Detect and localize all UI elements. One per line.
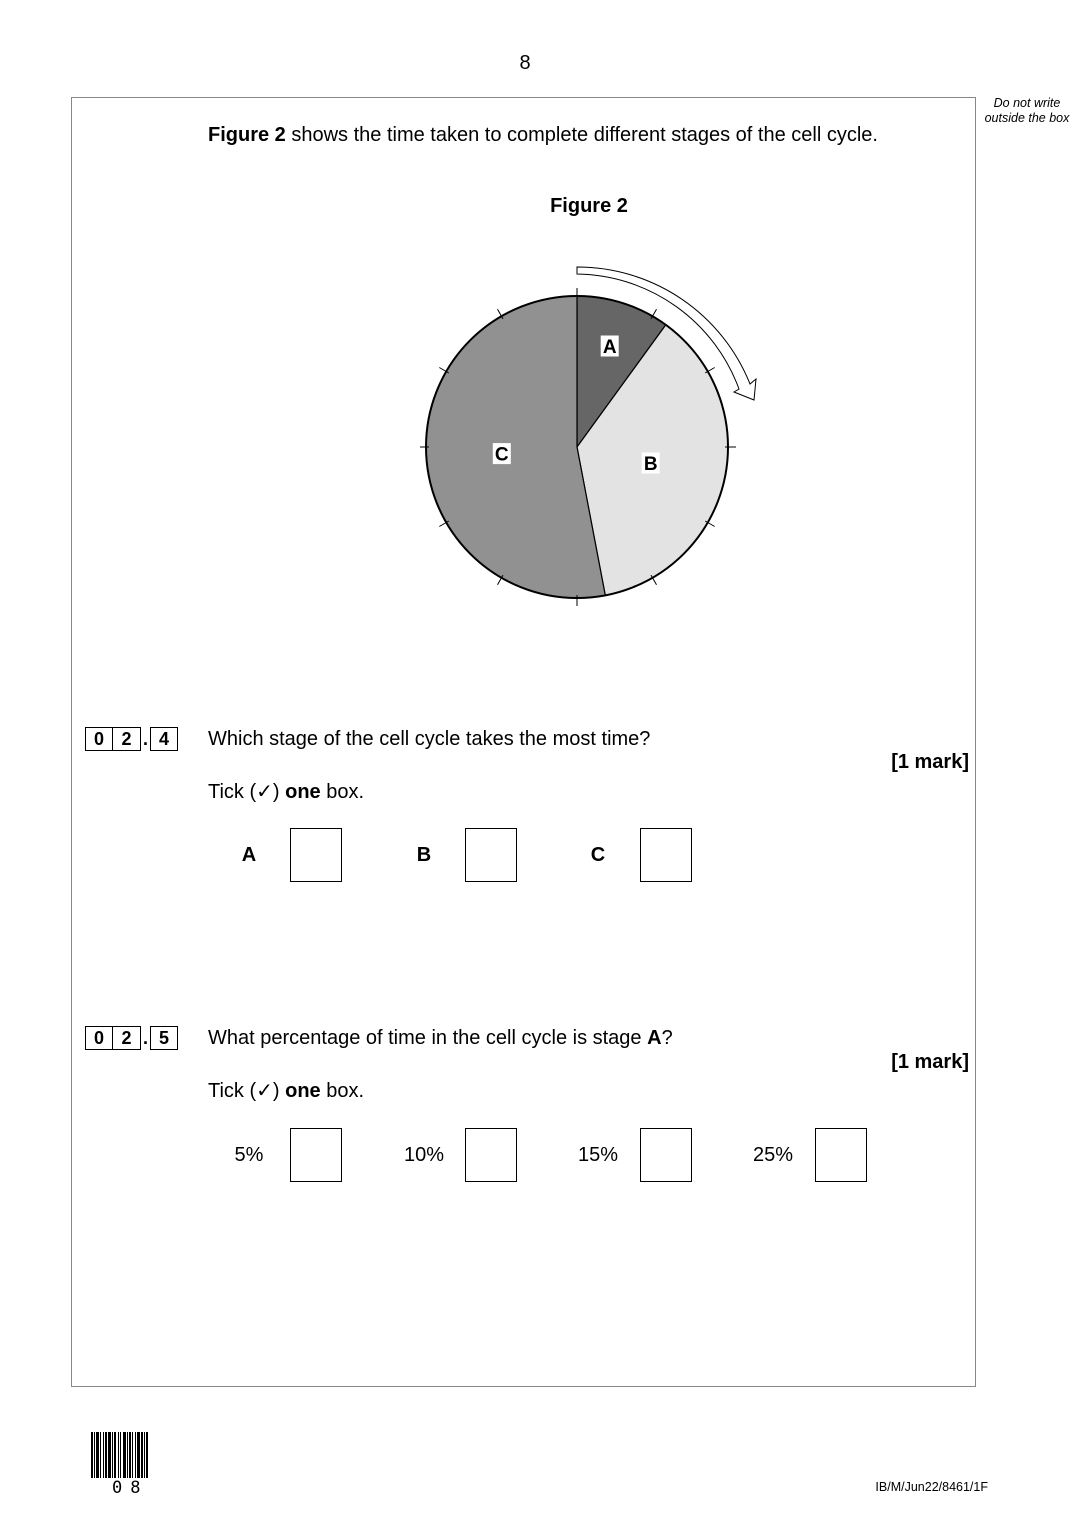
barcode-bar [123, 1432, 126, 1478]
barcode-number: 08 [112, 1478, 149, 1498]
barcode-bar [94, 1432, 95, 1478]
mark-allocation: [1 mark] [891, 1051, 969, 1073]
barcode-bar [112, 1432, 113, 1478]
answer-checkbox-15[interactable] [640, 1128, 692, 1182]
option-label: 25% [752, 1144, 794, 1166]
option-label: 10% [403, 1144, 445, 1166]
barcode-bar [105, 1432, 107, 1478]
intro-rest: shows the time taken to complete different stages of the cell cycle. [285, 124, 878, 146]
question-text: What percentage of time in the cell cycle is stage A? [208, 1027, 673, 1049]
pie-label-c: C [494, 444, 509, 466]
answer-checkbox-c[interactable] [640, 828, 692, 882]
barcode-bar [118, 1432, 119, 1478]
intro-figure-ref: Figure 2 [208, 124, 286, 146]
answer-checkbox-b[interactable] [465, 828, 517, 882]
question-digit: 4 [150, 727, 178, 751]
figure-title: Figure 2 [550, 195, 628, 217]
option-label: C [590, 844, 606, 866]
barcode-bar [108, 1432, 111, 1478]
barcode-bar [120, 1432, 121, 1478]
barcode-bar [129, 1432, 131, 1478]
page-number: 8 [519, 52, 531, 74]
question-digit: 2 [113, 727, 141, 751]
barcode-bar [135, 1432, 136, 1478]
answer-checkbox-25[interactable] [815, 1128, 867, 1182]
question-text: Which stage of the cell cycle takes the most time? [208, 728, 651, 750]
option-label: 15% [577, 1144, 619, 1166]
barcode-bar [137, 1432, 140, 1478]
pie-label-b: B [643, 454, 658, 475]
option-label: A [241, 844, 257, 866]
question-digit: 5 [150, 1026, 178, 1050]
answer-checkbox-10[interactable] [465, 1128, 517, 1182]
question-digit: 0 [85, 1026, 113, 1050]
margin-note: Do not write outside the box [984, 96, 1070, 125]
question-digit: 2 [113, 1026, 141, 1050]
barcode-bar [91, 1432, 93, 1478]
pie-slices [426, 296, 728, 598]
barcode-bar [114, 1432, 116, 1478]
barcode-bar [127, 1432, 128, 1478]
barcode-bar [132, 1432, 133, 1478]
barcode [90, 1432, 190, 1478]
mark-allocation: [1 mark] [891, 751, 969, 773]
barcode-bar [96, 1432, 99, 1478]
cell-cycle-pie-chart [420, 260, 765, 610]
question-number-02-5: 0 2 . 5 [85, 1026, 178, 1050]
tick-instruction: Tick (✓) one box. [208, 781, 365, 803]
barcode-bar [103, 1432, 104, 1478]
barcode-bar [144, 1432, 145, 1478]
barcode-bar [141, 1432, 143, 1478]
answer-checkbox-a[interactable] [290, 828, 342, 882]
option-label: 5% [234, 1144, 264, 1166]
pie-label-a: A [602, 337, 617, 358]
answer-checkbox-5[interactable] [290, 1128, 342, 1182]
paper-reference-code: IB/M/Jun22/8461/1F [875, 1480, 988, 1494]
question-digit: 0 [85, 727, 113, 751]
barcode-bar [146, 1432, 148, 1478]
intro-text [208, 124, 878, 147]
barcode-bar [100, 1432, 101, 1478]
tick-instruction: Tick (✓) one box. [208, 1080, 365, 1102]
option-label: B [416, 844, 432, 866]
question-number-02-4: 0 2 . 4 [85, 727, 178, 751]
